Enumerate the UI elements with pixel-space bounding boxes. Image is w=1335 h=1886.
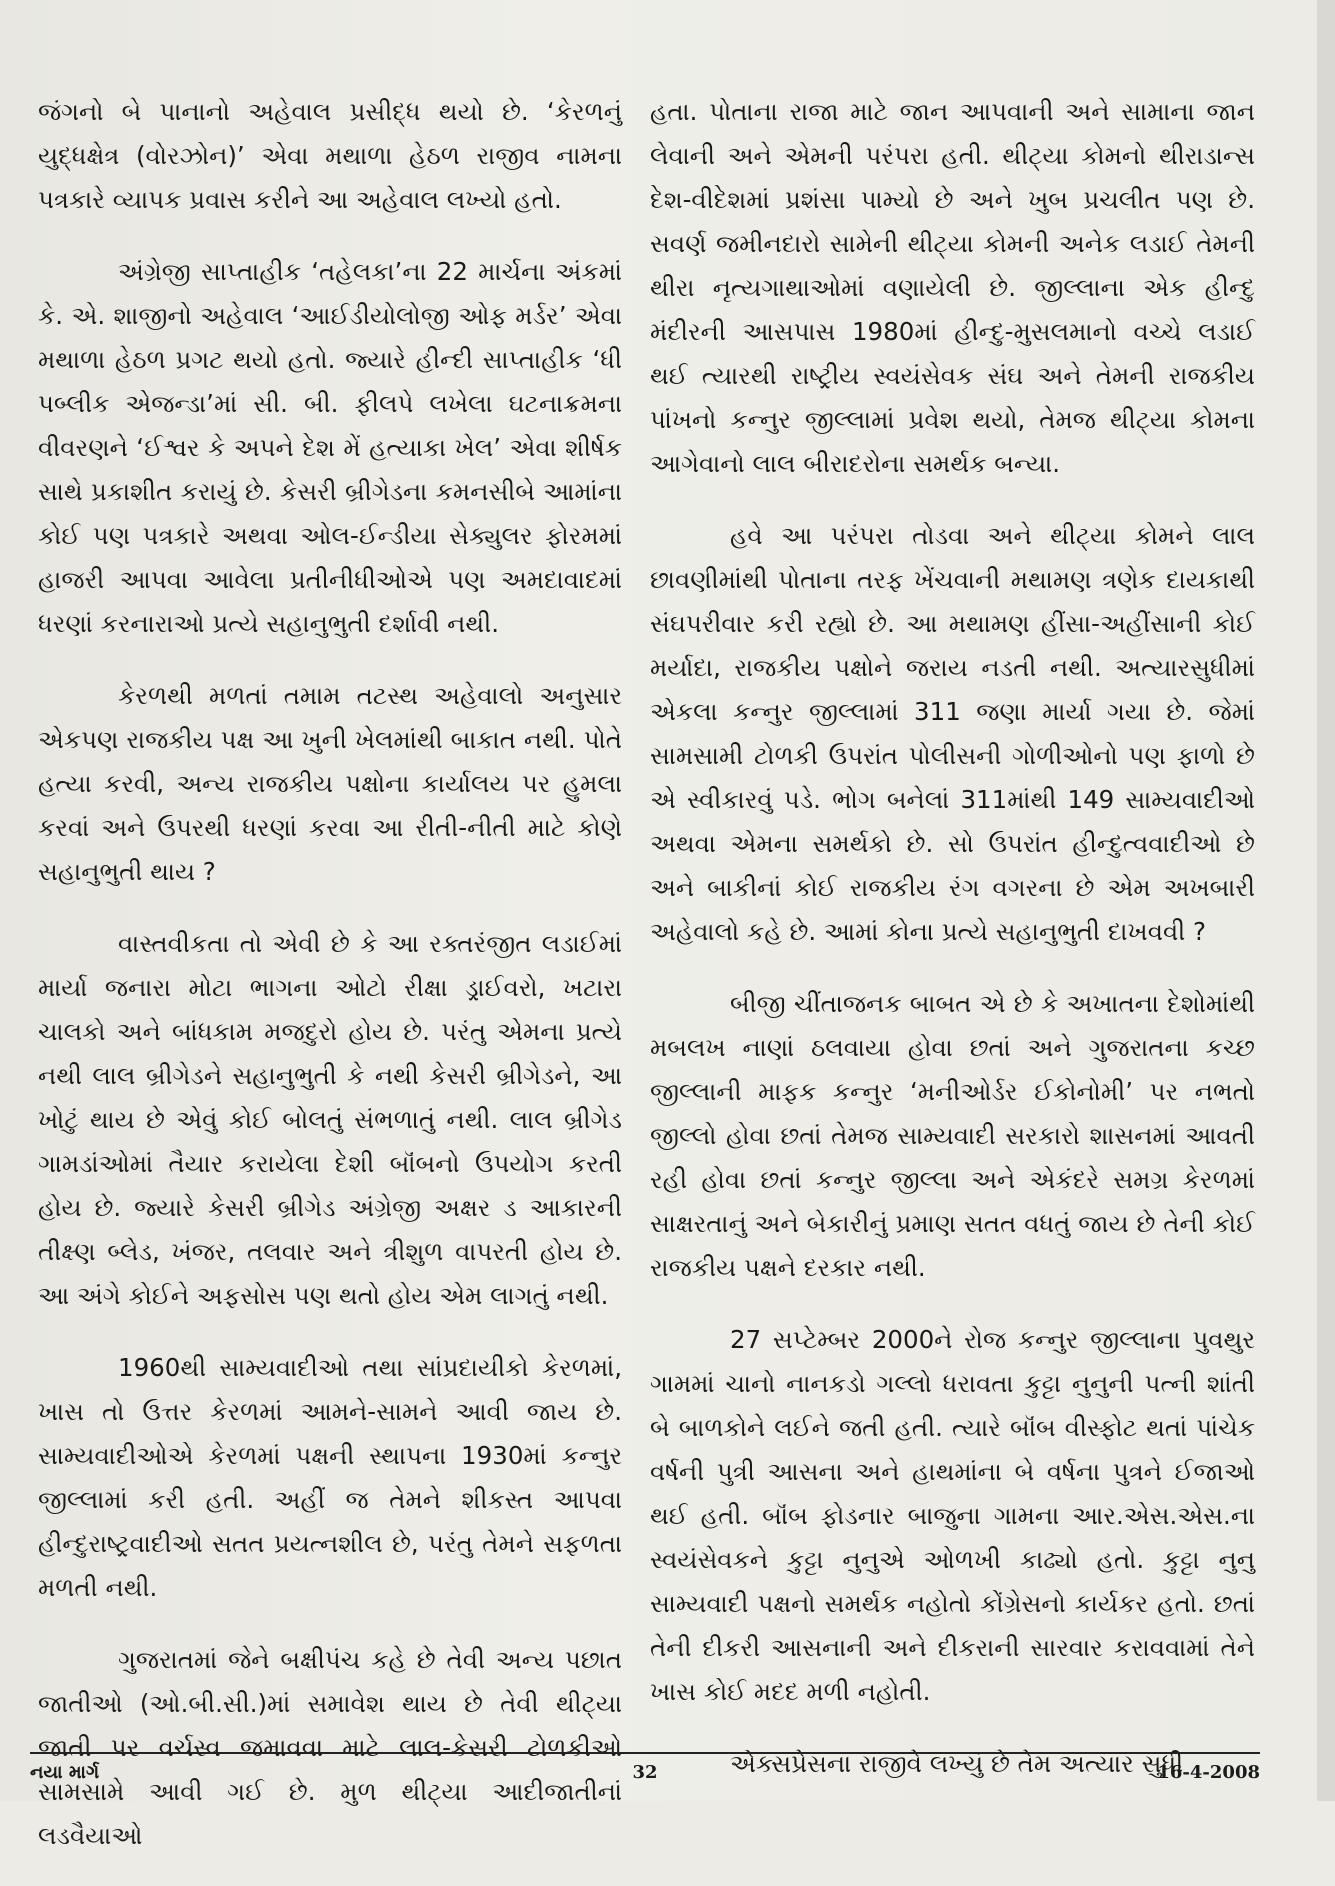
paragraph: એક્સપ્રેસના રાજીવે લખ્યું છે તેમ અત્યાર સુધી (730, 1749, 1184, 1778)
paragraph: ગુજરાતમાં જેને બક્ષીપંચ કહે છે તેવી અન્ય પછાત જાતીઓ (ઓ.બી.સી.)માં સમાવેશ થાય છે તેવી થીટ્યા જાતી પર વર્ચસ્વ જમાવવા માટે લાલ-કેસરી ટોળકીઓ સામસામે આવી ગઈ છે. મુળ થીટ્યા આદીજાતીનાં લડવૈયાઓ (38, 1645, 622, 1850)
paragraph: 27 સપ્ટેમ્બર 2000ને રોજ કન્નુર જીલ્લાના પુવથુર ગામમાં ચાનો નાનકડો ગલ્લો ધરાવતા કુટ્ટા નુનુની પત્ની શાંતી બે બાળકોને લઈને જતી હતી. ત્યારે બૉંબ વીસ્ફોટ થતાં પાંચેક વર્ષની પુત્રી આસના અને હાથમાંના બે વર્ષના પુત્રને ઈજાઓ થઈ હતી. બૉંબ ફોડનાર બાજુના ગામના આર.એસ.એસ.ના સ્વયંસેવકને કુટ્ટા નુનુએ ઓળખી કાઢ્યો હતો. કુટ્ટા નુનુ સામ્યવાદી પક્ષનો સમર્થક નહોતો કોંગ્રેસનો કાર્યકર હતો. છતાં તેની દીકરી આસનાની અને દીકરાની સારવાર કરાવવામાં તેને ખાસ કોઈ મદદ મળી નહોતી. (650, 1325, 1255, 1706)
paragraph: કેરળથી મળતાં તમામ તટસ્થ અહેવાલો અનુસાર એકપણ રાજકીય પક્ષ આ ખુની ખેલમાંથી બાકાત નથી. પોતે હત્યા કરવી, અન્ય રાજકીય પક્ષોના કાર્યાલય પર હુમલા કરવાં અને ઉપરથી ધરણાં કરવા આ રીતી-નીતી માટે કોણે સહાનુભુતી થાય ? (38, 681, 622, 886)
right-column (650, 90, 1255, 1814)
paragraph: અંગ્રેજી સાપ્તાહીક ‘તહેલકા’ના 22 માર્ચના અંકમાં કે. એ. શાજીનો અહેવાલ ‘આઈડીયોલોજી ઓફ મર્ડર’ એવા મથાળા હેઠળ પ્રગટ થયો હતો. જ્યારે હીન્દી સાપ્તાહીક ‘ધી પબ્લીક એજન્ડા’માં સી. બી. ફીલપે લખેલા ઘટનાક્રમના વીવરણને ‘ઈશ્વર કે અપને દેશ મેં હત્યાકા ખેલ’ એવા શીર્ષક સાથે પ્રકાશીત કરાયું છે. કેસરી બ્રીગેડના કમનસીબે આમાંના કોઈ પણ પત્રકારે અથવા ઓલ-ઈન્ડીયા સેક્યુલર ફોરમમાં હાજરી આપવા આવેલા પ્રતીનીધીઓએ પણ અમદાવાદમાં ધરણાં કરનારાઓ પ્રત્યે સહાનુભુતી દર્શાવી નથી. (38, 257, 622, 638)
left-column (38, 90, 622, 1886)
paragraph: બીજી ચીંતાજનક બાબત એ છે કે અખાતના દેશોમાંથી મબલખ નાણાં ઠલવાયા હોવા છતાં અને ગુજરાતના કચ્છ જીલ્લાની માફક કન્નુર ‘મનીઓર્ડર ઈકોનોમી’ પર નભતો જીલ્લો હોવા છતાં તેમજ સામ્યવાદી સરકારો શાસનમાં આવતી રહી હોવા છતાં કન્નુર જીલ્લા અને એકંદરે સમગ્ર કેરળમાં સાક્ષરતાનું અને બેકારીનું પ્રમાણ સતત વધતું જાય છે તેની કોઈ રાજકીય પક્ષને દરકાર નથી. (650, 989, 1255, 1282)
paragraph: હતા. પોતાના રાજા માટે જાન આપવાની અને સામાના જાન લેવાની અને એમની પરંપરા હતી. થીટ્યા કોમનો થીરાડાન્સ દેશ-વીદેશમાં પ્રશંસા પામ્યો છે અને ખુબ પ્રચલીત પણ છે. સવર્ણ જમીનદારો સામેની થીટ્યા કોમની અનેક લડાઈ તેમની થીરા નૃત્યગાથાઓમાં વણાયેલી છે. જીલ્લાના એક હીન્દુ મંદીરની આસપાસ 1980માં હીન્દુ-મુસલમાનો વચ્ચે લડાઈ થઈ ત્યારથી રાષ્ટ્રીય સ્વયંસેવક સંઘ અને તેમની રાજકીય પાંખનો કન્નુર જીલ્લામાં પ્રવેશ થયો, તેમજ થીટ્યા કોમના આગેવાનો લાલ બીરાદરોના સમર્થક બન્યા. (650, 97, 1255, 478)
page-number: 32 (632, 1762, 658, 1783)
issue-date: 16-4-2008 (1157, 1762, 1260, 1783)
footer-divider (30, 1752, 1260, 1754)
paragraph: 1960થી સામ્યવાદીઓ તથા સાંપ્રદાયીકો કેરળમાં, ખાસ તો ઉત્તર કેરળમાં આમને-સામને આવી જાય છે. સામ્યવાદીઓએ કેરળમાં પક્ષની સ્થાપના 1930માં કન્નુર જીલ્લામાં કરી હતી. અહીં જ તેમને શીકસ્ત આપવા હીન્દુરાષ્ટ્રવાદીઓ સતત પ્રયત્નશીલ છે, પરંતુ તેમને સફળતા મળતી નથી. (38, 1353, 622, 1602)
page-footer (30, 1762, 1260, 1792)
page-edge (1317, 0, 1335, 1801)
paragraph: હવે આ પરંપરા તોડવા અને થીટ્યા કોમને લાલ છાવણીમાંથી પોતાના તરફ ખેંચવાની મથામણ ત્રણેક દાયકાથી સંઘપરીવાર કરી રહ્યો છે. આ મથામણ હીંસા-અહીંસાની કોઈ મર્યાદા, રાજકીય પક્ષોને જરાય નડતી નથી. અત્યારસુધીમાં એકલા કન્નુર જીલ્લામાં 311 જણા માર્યા ગયા છે. જેમાં સામસામી ટોળકી ઉપરાંત પોલીસની ગોળીઓનો પણ ફાળો છે એ સ્વીકારવું પડે. ભોગ બનેલાં 311માંથી 149 સામ્યવાદીઓ અથવા એમના સમર્થકો છે. સો ઉપરાંત હીન્દુત્વવાદીઓ છે અને બાકીનાં કોઈ રાજકીય રંગ વગરના છે એમ અખબારી અહેવાલો કહે છે. આમાં કોના પ્રત્યે સહાનુભુતી દાખવવી ? (650, 521, 1255, 946)
paragraph: વાસ્તવીકતા તો એવી છે કે આ રક્તરંજીત લડાઈમાં માર્યા જનારા મોટા ભાગના ઓટો રીક્ષા ડ્રાઈવરો, ખટારા ચાલકો અને બાંધકામ મજદુરો હોય છે. પરંતુ એમના પ્રત્યે નથી લાલ બ્રીગેડને સહાનુભુતી કે નથી કેસરી બ્રીગેડને, આ ખોટું થાય છે એવું કોઈ બોલતું સંભળાતું નથી. લાલ બ્રીગેડ ગામડાંઓમાં તૈયાર કરાયેલા દેશી બૉંબનો ઉપયોગ કરતી હોય છે. જ્યારે કેસરી બ્રીગેડ અંગ્રેજી અક્ષર ડ આકારની તીક્ષ્ણ બ્લેડ, ખંજર, તલવાર અને ત્રીશુળ વાપરતી હોય છે. આ અંગે કોઈને અફસોસ પણ થતો હોય એમ લાગતું નથી. (38, 929, 622, 1310)
publication-name: નયા માર્ગ (30, 1762, 100, 1783)
paragraph: જંગનો બે પાનાનો અહેવાલ પ્રસીદ્ધ થયો છે. ‘કેરળનું યુદ્ધક્ષેત્ર (વોરઝોન)’ એવા મથાળા હેઠળ રાજીવ નામના પત્રકારે વ્યાપક પ્રવાસ કરીને આ અહેવાલ લખ્યો હતો. (38, 97, 622, 214)
